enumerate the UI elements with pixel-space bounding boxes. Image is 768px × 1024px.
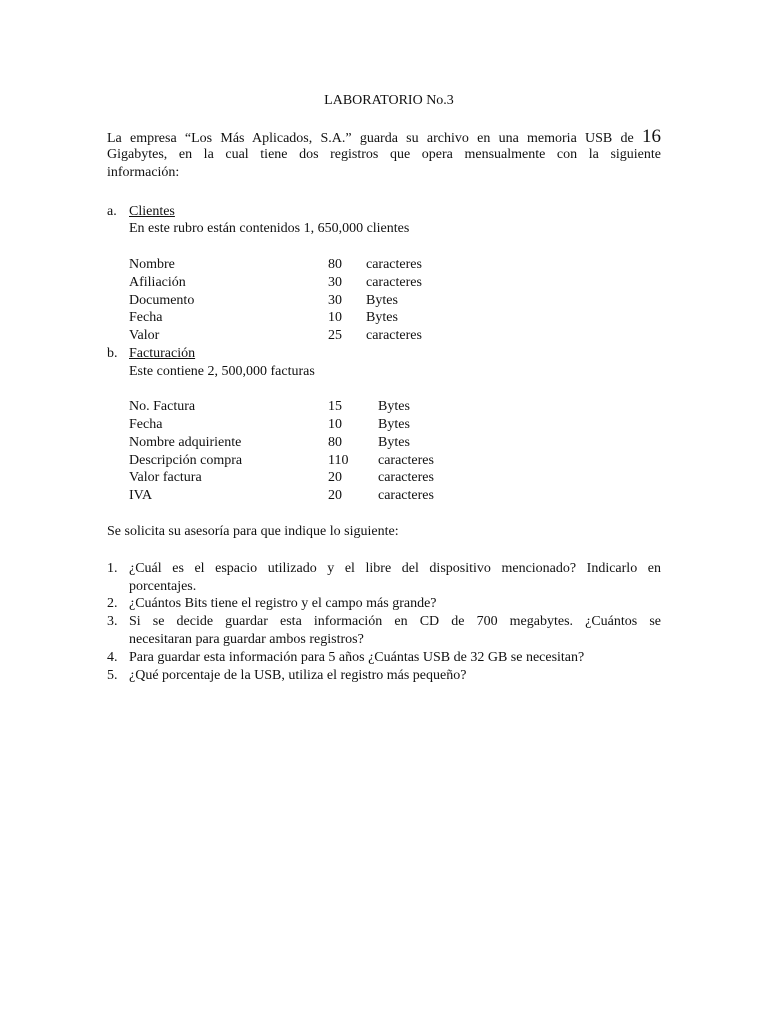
question-line: Si se decide guardar esta información en CD de 700 megabytes. ¿Cuántos se xyxy=(129,614,661,629)
field-unit: Bytes xyxy=(366,310,398,325)
section-b-description: Este contiene 2, 500,000 facturas xyxy=(129,364,315,379)
intro-line-1 xyxy=(107,128,661,146)
field-unit: Bytes xyxy=(378,435,410,450)
question-number: 2. xyxy=(107,596,118,611)
field-size: 10 xyxy=(328,417,342,432)
question-line: ¿Qué porcentaje de la USB, utiliza el registro más pequeño? xyxy=(129,668,467,683)
field-size: 20 xyxy=(328,488,342,503)
field-name: Nombre adquiriente xyxy=(129,435,242,450)
field-name: Descripción compra xyxy=(129,453,243,468)
question-line: ¿Cuál es el espacio utilizado y el libre del dispositivo mencionado? Indicarlo en xyxy=(129,561,661,576)
section-a-marker: a. xyxy=(107,204,117,219)
intro-line-1-text: La empresa “Los Más Aplicados, S.A.” guarda su archivo en una memoria USB de xyxy=(107,131,634,146)
field-size: 80 xyxy=(328,257,342,272)
question-number: 4. xyxy=(107,650,118,665)
field-name: Afiliación xyxy=(129,275,186,290)
question-item xyxy=(129,649,661,667)
field-size: 25 xyxy=(328,328,342,343)
question-item xyxy=(129,560,661,596)
field-size: 15 xyxy=(328,399,342,414)
field-name: Fecha xyxy=(129,417,163,432)
question-line: Para guardar esta información para 5 años ¿Cuántas USB de 32 GB se necesitan? xyxy=(129,650,585,665)
field-name: Valor factura xyxy=(129,470,202,485)
field-size: 80 xyxy=(328,435,342,450)
field-name: Documento xyxy=(129,293,195,308)
field-unit: Bytes xyxy=(378,417,410,432)
storage-capacity-number: 16 xyxy=(642,126,661,147)
question-item xyxy=(129,613,661,649)
field-name: Nombre xyxy=(129,257,175,272)
request-text: Se solicita su asesoría para que indique lo siguiente: xyxy=(107,524,399,539)
field-size: 20 xyxy=(328,470,342,485)
field-unit: caracteres xyxy=(378,488,434,503)
field-name: IVA xyxy=(129,488,153,503)
question-item xyxy=(129,595,661,613)
question-number: 1. xyxy=(107,561,118,576)
document-title: LABORATORIO No.3 xyxy=(324,93,454,108)
field-unit: caracteres xyxy=(378,453,434,468)
section-a-description: En este rubro están contenidos 1, 650,000 clientes xyxy=(129,221,410,236)
field-name: No. Factura xyxy=(129,399,196,414)
field-unit: Bytes xyxy=(366,293,398,308)
section-b-heading: Facturación xyxy=(129,346,196,361)
question-number: 5. xyxy=(107,668,118,683)
field-size: 110 xyxy=(328,453,349,468)
field-size: 10 xyxy=(328,310,342,325)
field-size: 30 xyxy=(328,293,342,308)
field-name: Valor xyxy=(129,328,160,343)
question-line: necesitaran para guardar ambos registros? xyxy=(129,631,364,647)
field-name: Fecha xyxy=(129,310,163,325)
question-item xyxy=(129,667,661,685)
field-unit: caracteres xyxy=(366,275,422,290)
question-number: 3. xyxy=(107,614,118,629)
section-a-heading: Clientes xyxy=(129,204,175,219)
intro-line-2: Gigabytes, en la cual tiene dos registros que opera mensualmente con la siguiente xyxy=(107,146,661,162)
intro-paragraph xyxy=(107,128,661,181)
field-size: 30 xyxy=(328,275,342,290)
section-b-marker: b. xyxy=(107,346,118,361)
field-unit: caracteres xyxy=(366,257,422,272)
question-line: porcentajes. xyxy=(129,578,197,594)
question-line: ¿Cuántos Bits tiene el registro y el campo más grande? xyxy=(129,596,437,611)
field-unit: caracteres xyxy=(378,470,434,485)
field-unit: Bytes xyxy=(378,399,410,414)
field-unit: caracteres xyxy=(366,328,422,343)
intro-line-3: información: xyxy=(107,164,180,180)
